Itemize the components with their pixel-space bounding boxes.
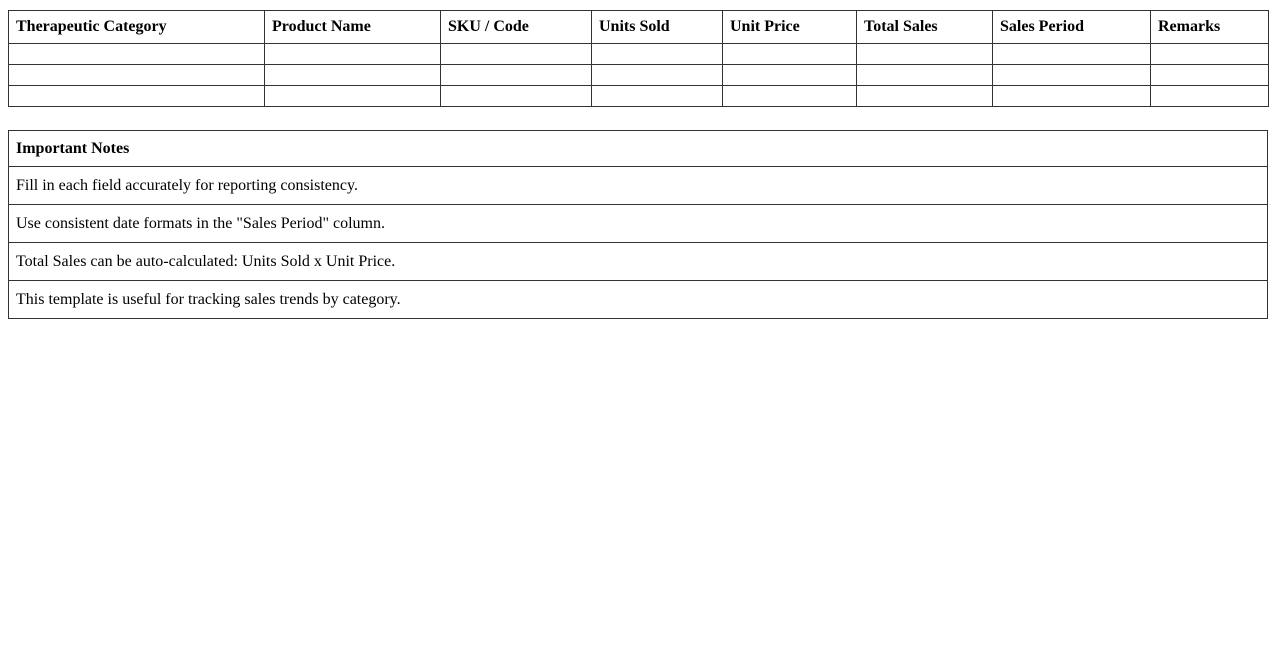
important-notes-table — [8, 130, 1268, 319]
empty-cell — [9, 86, 265, 107]
empty-data-row — [9, 65, 1269, 86]
empty-cell — [993, 44, 1151, 65]
note-row — [9, 205, 1268, 243]
empty-cell — [723, 44, 857, 65]
empty-data-row — [9, 44, 1269, 65]
note-text: Total Sales can be auto-calculated: Units Sold x Unit Price. — [9, 243, 1268, 281]
column-header-product-name: Product Name — [265, 11, 441, 44]
note-row — [9, 243, 1268, 281]
empty-cell — [9, 44, 265, 65]
empty-cell — [592, 86, 723, 107]
empty-cell — [265, 44, 441, 65]
empty-cell — [592, 65, 723, 86]
empty-cell — [1151, 44, 1269, 65]
note-text: Fill in each field accurately for reporting consistency. — [9, 167, 1268, 205]
column-header-unit-price: Unit Price — [723, 11, 857, 44]
empty-cell — [265, 65, 441, 86]
empty-cell — [1151, 86, 1269, 107]
empty-cell — [9, 65, 265, 86]
empty-cell — [441, 86, 592, 107]
empty-cell — [857, 65, 993, 86]
column-header-remarks: Remarks — [1151, 11, 1269, 44]
notes-title-row — [9, 131, 1268, 167]
sales-table-header-row — [9, 11, 1269, 44]
empty-cell — [857, 86, 993, 107]
column-header-sales-period: Sales Period — [993, 11, 1151, 44]
empty-data-row — [9, 86, 1269, 107]
column-header-total-sales: Total Sales — [857, 11, 993, 44]
empty-cell — [441, 44, 592, 65]
empty-cell — [1151, 65, 1269, 86]
empty-cell — [723, 65, 857, 86]
empty-cell — [592, 44, 723, 65]
column-header-therapeutic-category: Therapeutic Category — [9, 11, 265, 44]
column-header-units-sold: Units Sold — [592, 11, 723, 44]
note-row — [9, 281, 1268, 319]
empty-cell — [993, 65, 1151, 86]
empty-cell — [723, 86, 857, 107]
notes-title: Important Notes — [9, 131, 1268, 167]
empty-cell — [857, 44, 993, 65]
empty-cell — [441, 65, 592, 86]
sales-tracking-table — [8, 10, 1269, 107]
note-row — [9, 167, 1268, 205]
column-header-sku-code: SKU / Code — [441, 11, 592, 44]
empty-cell — [265, 86, 441, 107]
note-text: Use consistent date formats in the "Sales Period" column. — [9, 205, 1268, 243]
note-text: This template is useful for tracking sales trends by category. — [9, 281, 1268, 319]
empty-cell — [993, 86, 1151, 107]
